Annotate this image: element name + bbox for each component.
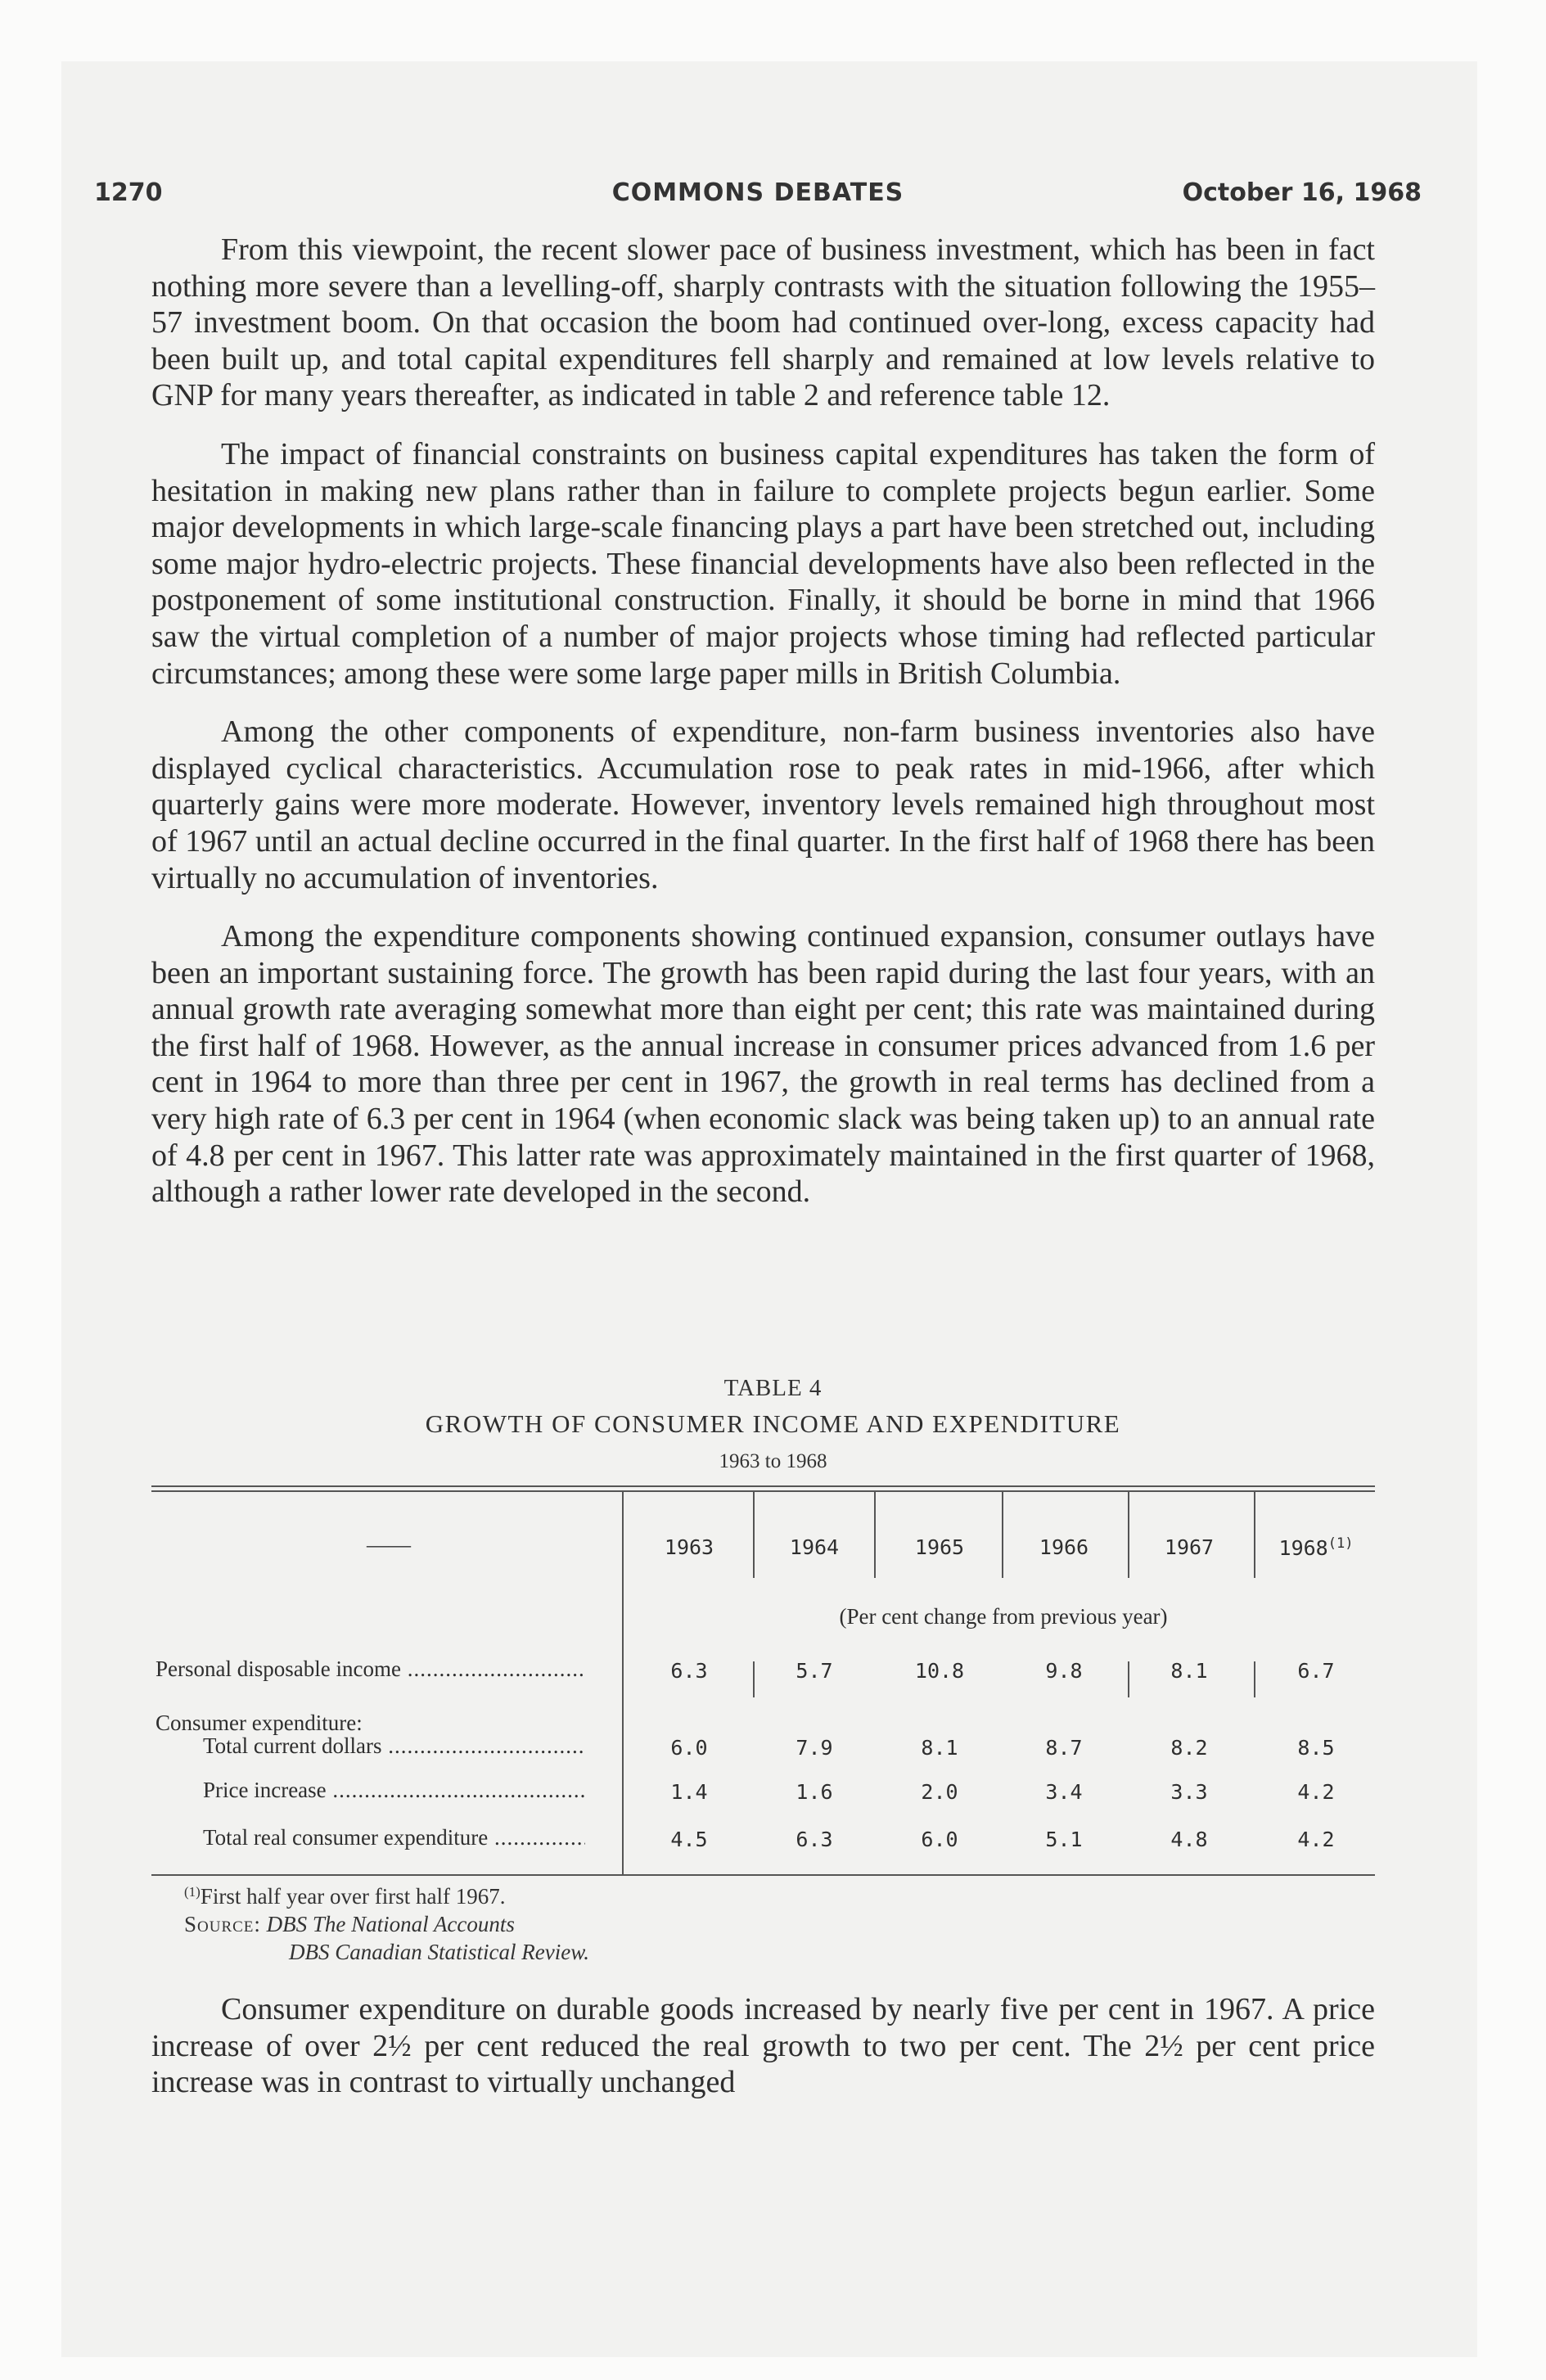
paragraph: Among the other components of expenditure, non-farm business inventories also have displayed cyclical characteristics. Accumulation rose to peak rates in mid-1966, after which quarterly gains were more moderate. However, inventory levels remained high throughout most of 1967 until an actual decline occurred in the final quarter. In the first half of 1968 there has been virtually no accumulation of inventories. (151, 714, 1375, 895)
page-header (94, 178, 1422, 219)
table-cell: 6.3 (670, 1659, 708, 1683)
paragraph: The impact of financial constraints on business capital expenditures has taken the form of hesitation in making new plans rather than in failure to complete projects begun earlier. Some major developments in which large-scale financing plays a part have been stretched out, including some major hydro-electric projects. These financial developments have also been reflected in the postponement of some institutional construction. Finally, it should be borne in mind that 1966 saw the virtual completion of a number of major projects whose timing had reflected particular circumstances; among these were some large paper mills in British Columbia. (151, 436, 1375, 691)
table-cell: 8.2 (1170, 1736, 1208, 1760)
column-divider (874, 1492, 876, 1578)
table-cell: 3.3 (1170, 1780, 1208, 1804)
column-header: 1964 (789, 1535, 840, 1559)
table-cell: 1.6 (796, 1780, 833, 1804)
paragraph: From this viewpoint, the recent slower pace of business investment, which has been in fact nothing more severe than a levelling-off, sharply contrasts with the situation following the 1955–57 investment boom. On that occasion the boom had continued over-long, excess capacity had been built up, and total capital expenditures fell sharply and remained at low levels relative to GNP for many years thereafter, as indicated in table 2 and reference table 12. (151, 232, 1375, 413)
table-cell: 8.1 (921, 1736, 958, 1760)
table-cell: 8.1 (1170, 1659, 1208, 1683)
table-cell: 10.8 (914, 1659, 965, 1683)
column-year: 1968 (1278, 1536, 1328, 1560)
table-cell: 4.5 (670, 1828, 708, 1851)
column-divider (1002, 1492, 1003, 1578)
table-bottom-rule (151, 1874, 1375, 1876)
issue-date: October 16, 1968 (1182, 178, 1422, 207)
column-header: 1965 (914, 1535, 965, 1559)
table-top-rule (151, 1490, 1375, 1492)
source-line (184, 1938, 589, 1966)
column-header: 1967 (1164, 1535, 1215, 1559)
footnote-marker: (1) (184, 1884, 201, 1900)
column-header: 1966 (1039, 1535, 1089, 1559)
footnote-text: First half year over first half 1967. (200, 1884, 506, 1909)
table-cell: 4.8 (1170, 1828, 1208, 1851)
table-cell: 7.9 (796, 1736, 833, 1760)
row-label: Personal disposable income ..... (156, 1657, 585, 1682)
paragraph: Among the expenditure components showing continued expansion, consumer outlays have been an important sustaining force. The growth has been rapid during the last four years, with an annual growth rate averaging somewhat more than eight per cent; this rate was maintained during the first half of 1968. However, as the annual increase in consumer prices advanced from 1.6 per cent in 1964 to more than three per cent in 1967, the growth in real terms has declined from a very high rate of 6.3 per cent in 1964 (when economic slack was being taken up) to an annual rate of 4.8 per cent in 1967. This latter rate was approximately maintained in the first quarter of 1968, although a rather lower rate developed in the second. (151, 919, 1375, 1210)
publication-title: COMMONS DEBATES (611, 178, 904, 207)
table-cell: 1.4 (670, 1780, 708, 1804)
row-label: Total current dollars ..... (203, 1733, 585, 1759)
table-cell: 6.0 (670, 1736, 708, 1760)
source-label: Source: (184, 1912, 261, 1936)
table-cell: 9.8 (1045, 1659, 1083, 1683)
body-text (151, 232, 1375, 1233)
table-title: GROWTH OF CONSUMER INCOME AND EXPENDITURE (425, 1409, 1121, 1438)
column-header (1279, 1535, 1354, 1560)
table-cell: 4.2 (1297, 1780, 1335, 1804)
body-text (151, 1991, 1375, 2123)
table-cell: 6.0 (921, 1828, 958, 1851)
stub-divider (622, 1492, 624, 1876)
source-entry: DBS The National Accounts (266, 1912, 515, 1936)
source-line (184, 1910, 589, 1938)
stub-head: —— (367, 1532, 411, 1557)
table-cell: 8.7 (1045, 1736, 1083, 1760)
table-cell: 2.0 (921, 1780, 958, 1804)
table-top-rule (151, 1485, 1375, 1487)
column-header: 1963 (664, 1535, 714, 1559)
units-caption: (Per cent change from previous year) (839, 1604, 1168, 1629)
table-cell: 4.2 (1297, 1828, 1335, 1851)
table-cell: 6.3 (796, 1828, 833, 1851)
table-cell: 6.7 (1297, 1659, 1335, 1683)
table-number: TABLE 4 (723, 1375, 823, 1401)
column-divider (1254, 1661, 1255, 1697)
page-number: 1270 (94, 178, 163, 207)
table-subtitle: 1963 to 1968 (719, 1450, 827, 1472)
column-divider (1128, 1661, 1129, 1697)
row-group-label: Consumer expenditure: (156, 1711, 363, 1735)
table-notes (184, 1878, 589, 1966)
footnote (184, 1878, 589, 1910)
column-divider (753, 1492, 755, 1578)
row-label: Price increase ..... (203, 1778, 585, 1803)
table-cell: 5.1 (1045, 1828, 1083, 1851)
table-cell: 5.7 (796, 1659, 833, 1683)
source-entry: DBS Canadian Statistical Review. (289, 1940, 589, 1964)
row-label: Total real consumer expenditure ..... (203, 1825, 585, 1850)
column-divider (1128, 1492, 1129, 1578)
table-cell: 3.4 (1045, 1780, 1083, 1804)
table-cell: 8.5 (1297, 1736, 1335, 1760)
column-divider (1254, 1492, 1255, 1578)
footnote-ref: (1) (1327, 1535, 1354, 1552)
column-divider (753, 1661, 755, 1697)
paragraph: Consumer expenditure on durable goods increased by nearly five per cent in 1967. A price increase of over 2½ per cent reduced the real growth to two per cent. The 2½ per cent price increase was in contrast to virtually unchanged (151, 1992, 1375, 2100)
